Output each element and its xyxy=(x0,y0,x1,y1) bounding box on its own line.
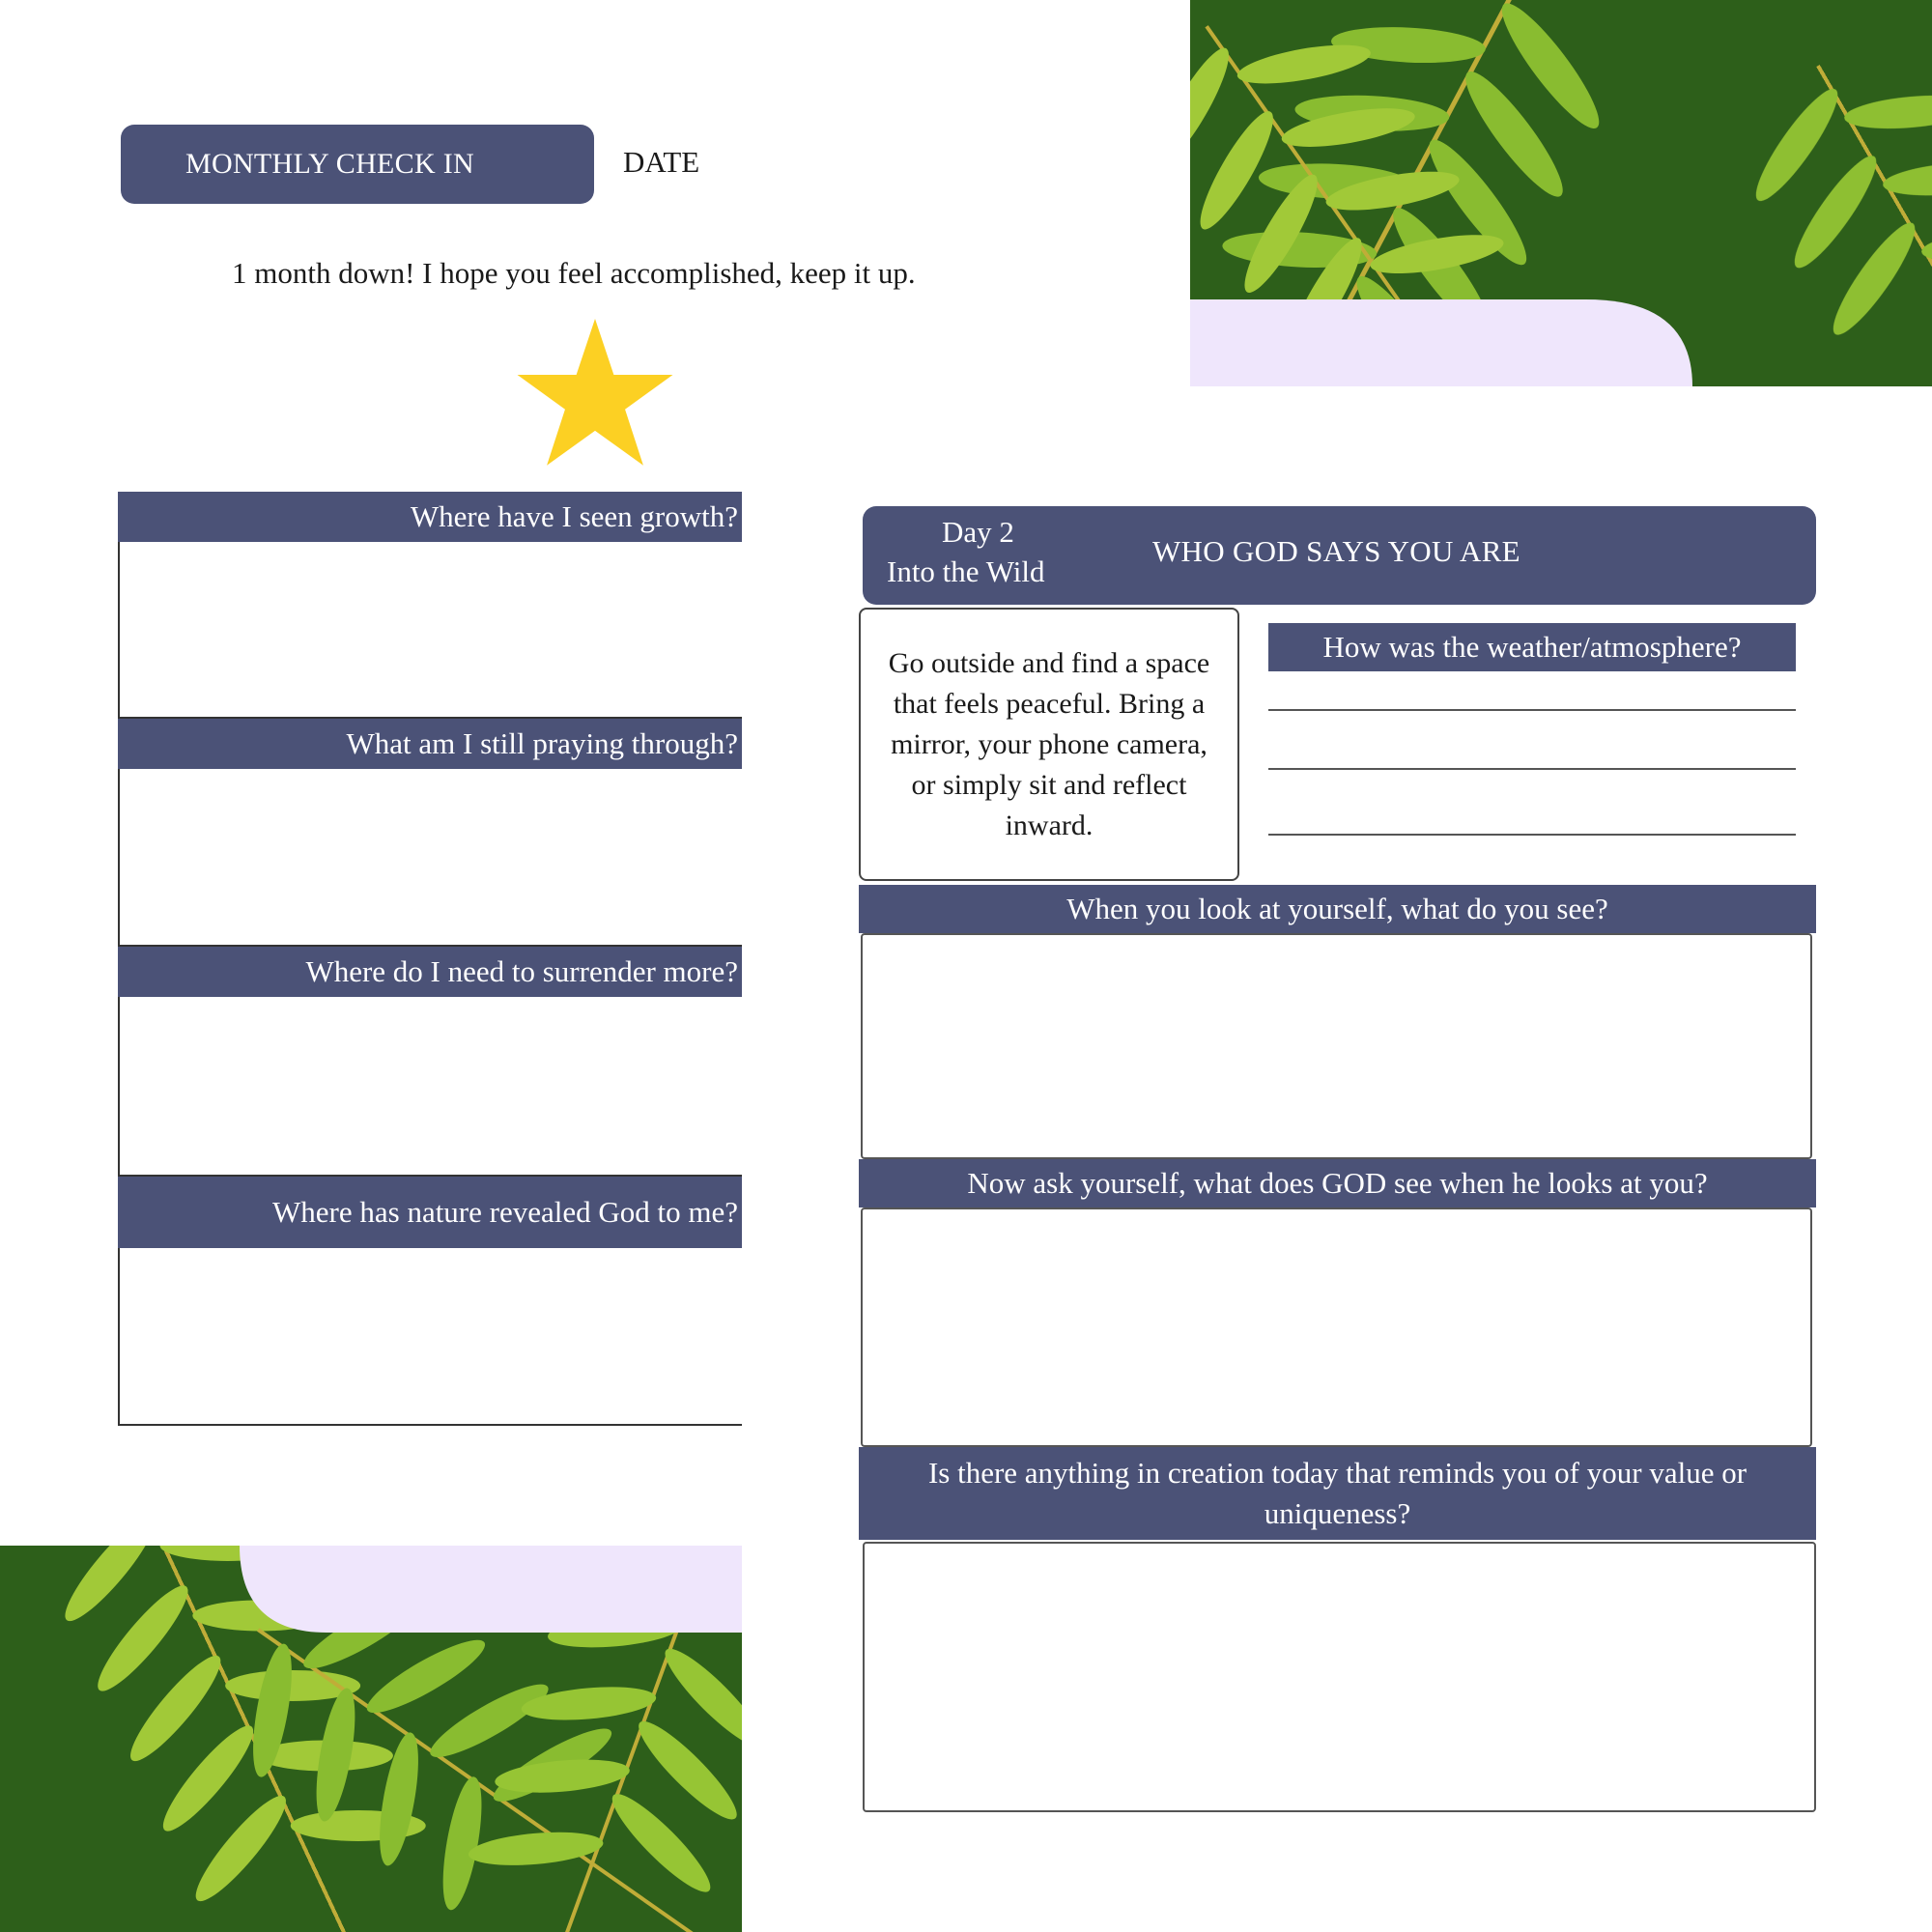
weather-question-text: How was the weather/atmosphere? xyxy=(1322,630,1742,664)
star-icon xyxy=(515,319,675,469)
writing-line[interactable] xyxy=(1268,709,1796,711)
monthly-check-in-label: MONTHLY CHECK IN xyxy=(185,148,474,180)
day-subtitle: Into the Wild xyxy=(887,554,1045,588)
date-label: DATE xyxy=(623,145,700,179)
instruction-box xyxy=(859,608,1239,881)
question-text: Now ask yourself, what does GOD see when he looks at you? xyxy=(967,1166,1708,1200)
day-title: WHO GOD SAYS YOU ARE xyxy=(1152,534,1520,568)
fern-leaf-image-bottom xyxy=(0,1546,742,1932)
answer-area-creation-value[interactable] xyxy=(863,1542,1816,1812)
instruction-text: Go outside and find a space that feels peaceful. Bring a mirror, your phone camera, or simply sit and reflect inward. xyxy=(888,646,1210,841)
answer-area-surrender[interactable] xyxy=(118,997,742,1177)
question-header-look-at-yourself xyxy=(859,885,1816,933)
question-text: What am I still praying through? xyxy=(346,726,738,760)
question-text: Is there anything in creation today that reminds you of your value or uniqueness? xyxy=(927,1456,1747,1530)
fern-leaf-graphic xyxy=(1190,0,1932,386)
answer-area-growth[interactable] xyxy=(118,542,742,719)
question-header-god-sees xyxy=(859,1159,1816,1208)
question-header-creation-value xyxy=(859,1447,1816,1540)
answer-area-praying[interactable] xyxy=(118,769,742,947)
question-header-growth xyxy=(118,492,742,542)
question-header-nature xyxy=(118,1177,742,1248)
writing-line[interactable] xyxy=(1268,834,1796,836)
answer-area-look-at-yourself[interactable] xyxy=(861,933,1812,1159)
writing-line[interactable] xyxy=(1268,768,1796,770)
question-header-surrender xyxy=(118,947,742,997)
fern-leaf-graphic xyxy=(0,1546,742,1932)
question-text: Where do I need to surrender more? xyxy=(305,954,738,988)
weather-question-header xyxy=(1268,623,1796,671)
day-number: Day 2 xyxy=(942,515,1014,549)
question-text: When you look at yourself, what do you see? xyxy=(1066,892,1608,925)
answer-area-god-sees[interactable] xyxy=(861,1208,1812,1447)
answer-area-nature[interactable] xyxy=(118,1248,742,1426)
monthly-intro-text: 1 month down! I hope you feel accomplished, keep it up. xyxy=(232,256,916,290)
question-header-praying xyxy=(118,719,742,769)
question-text: Where has nature revealed God to me? xyxy=(272,1195,738,1229)
fern-leaf-image-top xyxy=(1190,0,1932,386)
question-text: Where have I seen growth? xyxy=(410,499,738,533)
monthly-check-in-title xyxy=(121,125,594,204)
